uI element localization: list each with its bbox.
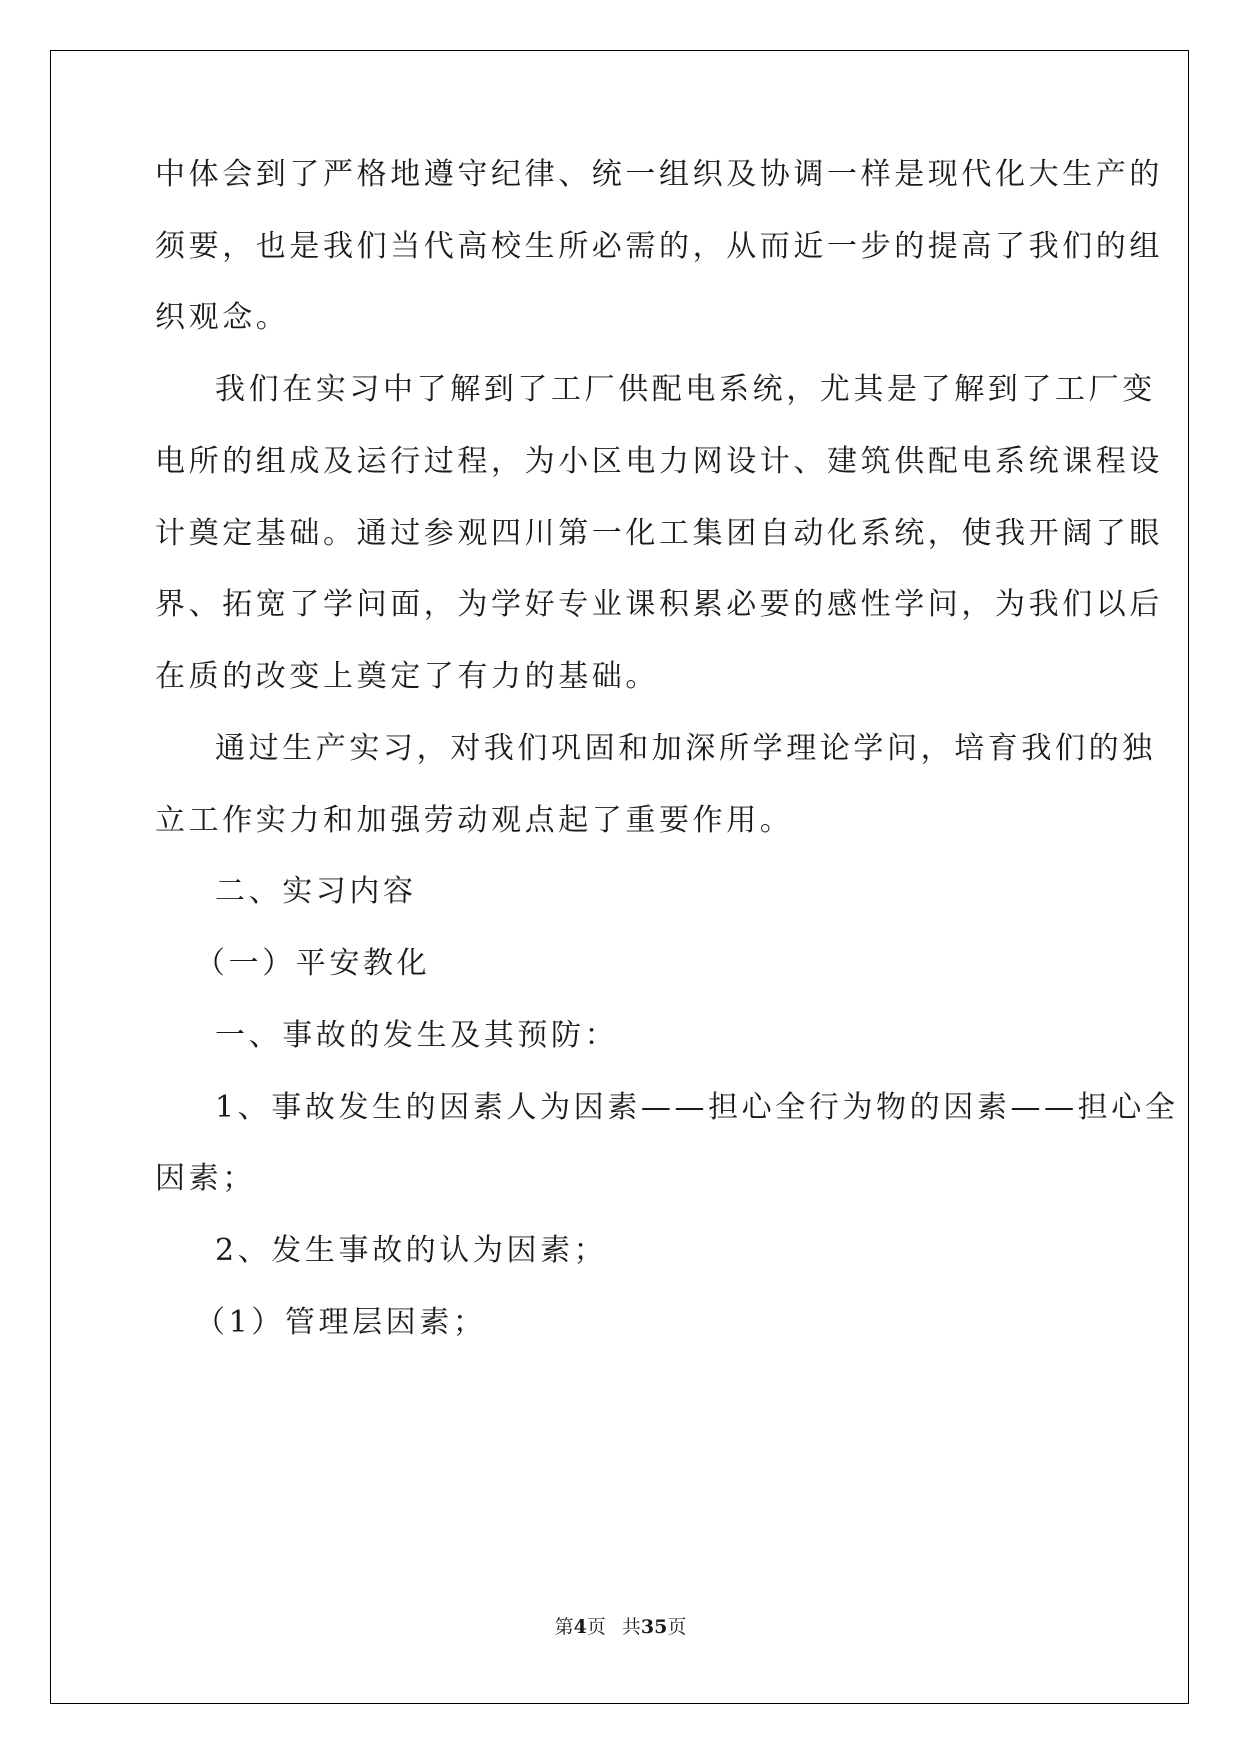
list-item: 1、事故发生的因素人为因素——担心全行为物的因素——担心全	[215, 1090, 1179, 1125]
list-item: 2、发生事故的认为因素；	[215, 1233, 608, 1268]
list-heading: 一、事故的发生及其预防：	[215, 1018, 619, 1053]
text-line: 中体会到了严格地遵守纪律、统一组织及协调一样是现代化大生产的	[155, 157, 1163, 192]
text-line: 织观念。	[155, 300, 290, 335]
total-suffix: 页	[667, 1616, 687, 1638]
total-pages: 35	[640, 1616, 668, 1638]
text-line: 电所的组成及运行过程，为小区电力网设计、建筑供配电系统课程设	[155, 444, 1163, 479]
page-footer	[0, 1612, 1241, 1639]
page-number: 4	[573, 1616, 587, 1638]
text-line: 立工作实力和加强劳动观点起了重要作用。	[155, 803, 794, 838]
text-line: 须要，也是我们当代高校生所必需的，从而近一步的提高了我们的组	[155, 229, 1163, 264]
page-prefix: 第	[554, 1616, 574, 1638]
paragraph-first-line: 我们在实习中了解到了工厂供配电系统，尤其是了解到了工厂变	[215, 372, 1156, 407]
paragraph-first-line: 通过生产实习，对我们巩固和加深所学理论学问，培育我们的独	[215, 731, 1156, 766]
text-line: 在质的改变上奠定了有力的基础。	[155, 659, 659, 694]
text-line: 因素；	[155, 1161, 256, 1196]
total-prefix: 共	[621, 1616, 641, 1638]
subsection-heading: （一）平安教化	[195, 946, 431, 981]
list-item: （1）管理层因素；	[195, 1305, 487, 1340]
page-suffix: 页	[586, 1616, 606, 1638]
text-line: 界、拓宽了学问面，为学好专业课积累必要的感性学问，为我们以后	[155, 587, 1163, 622]
text-line: 计奠定基础。通过参观四川第一化工集团自动化系统，使我开阔了眼	[155, 516, 1163, 551]
section-heading: 二、实习内容	[215, 874, 417, 909]
